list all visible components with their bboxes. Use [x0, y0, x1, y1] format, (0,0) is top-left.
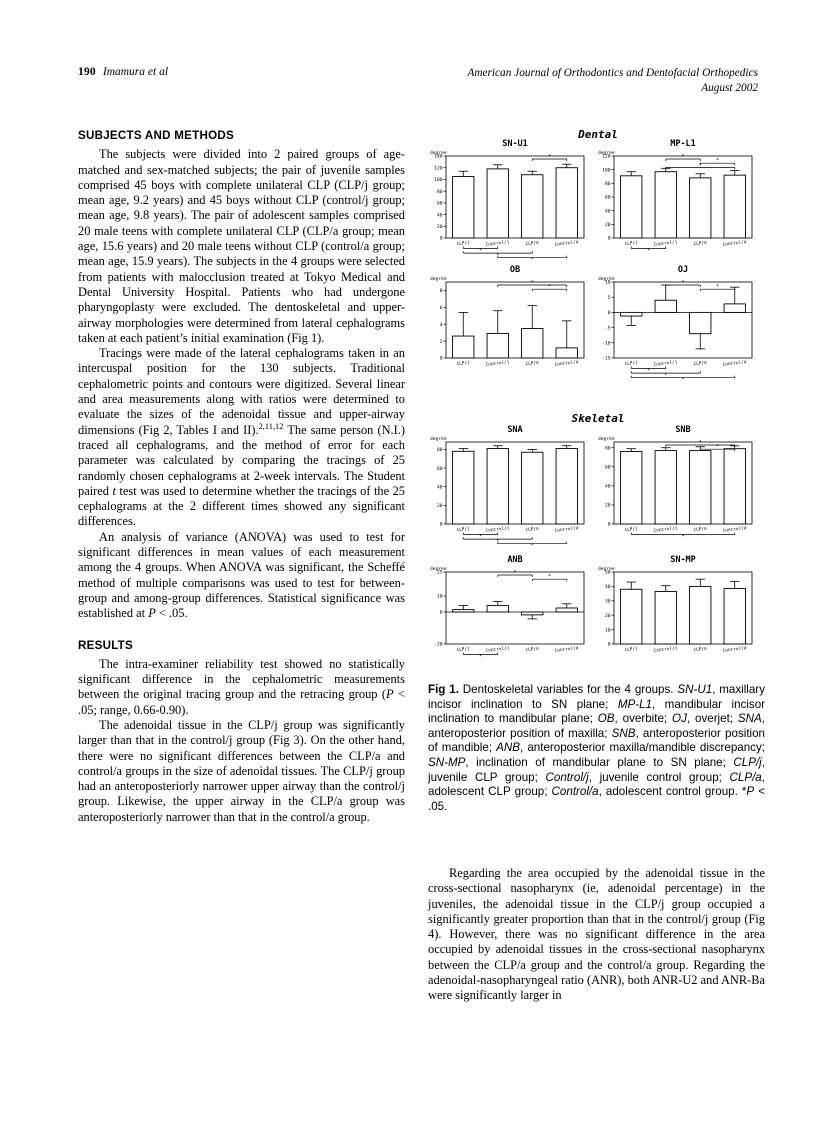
figure-label: Fig 1.: [428, 683, 459, 696]
chart-bar: [655, 451, 676, 524]
chart-oj: [598, 265, 752, 383]
chart-bar: [655, 591, 676, 644]
chart-ytick-label: 30: [604, 599, 611, 605]
chart-title: SNB: [675, 425, 691, 435]
left-column: [78, 128, 405, 825]
chart-ytick-label: 80: [604, 182, 611, 188]
chart-title: SNA: [507, 425, 523, 435]
figure-1-caption: [428, 683, 765, 814]
chart-bar: [556, 449, 577, 524]
chart-ytick-label: 0: [439, 522, 443, 528]
chart-ytick-label: -5: [604, 326, 611, 332]
paragraph-subjects: [78, 147, 405, 346]
chart-bar: [724, 304, 745, 313]
chart-xtick-label: Control/j: [485, 360, 510, 368]
chart-ytick-label: 20: [604, 223, 611, 229]
paragraph-anova: [78, 530, 405, 622]
significance-asterisk: *: [664, 372, 668, 379]
chart-bar: [621, 452, 642, 524]
significance-asterisk: *: [646, 367, 651, 374]
chart-xtick-label: CLP/j: [624, 240, 639, 248]
chart-xtick-label: Control/j: [653, 646, 678, 654]
chart-ylabel: degree: [598, 151, 615, 156]
chart-ytick-label: 5: [607, 295, 611, 301]
chart-title: OJ: [677, 265, 689, 275]
significance-asterisk: *: [681, 280, 685, 286]
chart-ytick-label: 2: [439, 339, 443, 345]
paragraph-reliability-text-b: < .05; range, 0.66-0.90).: [78, 687, 406, 717]
chart-ylabel: degree: [598, 437, 615, 442]
paragraph-adenoidal: [78, 718, 405, 825]
significance-asterisk: *: [681, 154, 685, 160]
abbr-snb: SNB: [611, 726, 636, 740]
abbr-clp-a: CLP/a: [729, 770, 762, 784]
chart-bar: [690, 312, 711, 333]
significance-asterisk: *: [478, 247, 483, 254]
abbr-sn-mp: SN-MP: [428, 755, 466, 769]
chart-xtick-label: CLP/a: [525, 360, 540, 368]
chart-ylabel: degree: [430, 277, 447, 282]
chart-xtick-label: Control/j: [485, 646, 510, 654]
chart-ytick-label: 8: [439, 289, 443, 295]
significance-asterisk: *: [513, 570, 517, 576]
chart-ytick-label: 100: [602, 168, 611, 174]
chart-ytick-label: 0: [607, 236, 611, 242]
chart-xtick-label: CLP/j: [456, 526, 471, 534]
chart-title: ANB: [507, 555, 523, 565]
chart-ytick-label: 140: [434, 154, 443, 160]
chart-group-title-skeletal: Skeletal: [571, 412, 625, 425]
chart-ytick-label: 20: [436, 224, 443, 230]
paragraph-adenoidal-percentage: [428, 866, 765, 1004]
abbr-ob: OB: [597, 712, 615, 726]
paragraph-tracings-text-c: test was used to determine whether the tracings of the 25 cephalograms at the 2 different times showed any significant differences.: [78, 483, 405, 529]
significance-asterisk: *: [547, 574, 552, 581]
chart-bar: [453, 451, 474, 524]
chart-ytick-label: 40: [604, 209, 611, 215]
chart-ytick-label: 80: [604, 446, 611, 452]
chart-bar: [522, 175, 543, 238]
chart-group-title-dental: Dental: [578, 128, 618, 141]
chart-ytick-label: 60: [604, 465, 611, 471]
chart-ylabel: degree: [430, 567, 447, 572]
chart-ytick-label: 4: [439, 322, 443, 328]
paragraph-reliability-text-a: The intra-examiner reliability test showed no statistically significant difference in the cephalometric measurements between the original tracing group and the retracing group (: [78, 656, 405, 702]
abbr-mp-l1: MP-L1: [617, 697, 652, 711]
chart-ytick-label: 60: [436, 201, 443, 207]
chart-bar: [556, 608, 577, 612]
heading-subjects-and-methods: SUBJECTS AND METHODS: [78, 129, 234, 142]
chart-xtick-label: Control/j: [485, 526, 510, 534]
chart-bar: [621, 312, 642, 316]
chart-ytick-label: 40: [604, 484, 611, 490]
chart-bar: [453, 610, 474, 612]
significance-asterisk: *: [698, 162, 702, 169]
def-snb: , anteroposterior position of mandible;: [428, 726, 766, 755]
chart-title: OB: [509, 265, 521, 275]
running-head-left: [78, 66, 168, 78]
chart-ylabel: degree: [430, 437, 447, 442]
chart-xtick-label: Control/j: [653, 240, 678, 248]
chart-ytick-label: 120: [434, 166, 443, 172]
chart-xtick-label: Control/j: [653, 526, 678, 534]
running-head-authors: Imamura et al: [102, 66, 169, 78]
def-clp-j: , juvenile CLP group;: [428, 755, 765, 784]
significance-asterisk: *: [547, 284, 552, 291]
chart-xtick-label: CLP/a: [693, 360, 708, 368]
chart-plot-frame: [614, 282, 752, 358]
paragraph-tracings-text-a: Tracings were made of the lateral cephalograms taken in an intercuspal position for the 130 subjects. Traditional cephalometric points and contours were digitized. Several linear and area measurements along with ratios were determined to evaluate the sizes of the adenoidal tissue and upper-airway dimensions (Fig 2, Tables I and II).: [78, 346, 405, 437]
chart-ytick-label: 60: [604, 195, 611, 201]
chart-xtick-label: CLP/j: [456, 240, 471, 248]
chart-xtick-label: CLP/a: [693, 526, 708, 534]
chart-xtick-label: CLP/a: [693, 240, 708, 248]
significance-asterisk: *: [547, 154, 552, 160]
chart-ytick-label: 0: [439, 236, 443, 242]
chart-xtick-label: Control/a: [554, 240, 579, 248]
significance-asterisk: *: [496, 538, 500, 545]
chart-snb: [598, 425, 752, 540]
abbr-anb: ANB: [496, 741, 521, 755]
significance-asterisk: *: [681, 377, 685, 384]
def-clp-a: , adolescent CLP group;: [428, 770, 765, 799]
def-control-j: , juvenile control group;: [588, 770, 730, 784]
chart-bar: [690, 451, 711, 524]
chart-ytick-label: 0: [607, 642, 611, 648]
paragraph-subjects-text: The subjects were divided into 2 paired groups of age-matched and sex-matched subjects; the pair of juvenile samples comprised 45 boys with complete unilateral CLP (CLP/j group; mean age, 9.2 years) and 45 boys without CLP (control/j group; mean age, 9.8 years). The pair of adolescent samples comprised 20 male teens with complete unilateral CLP (CLP/a group; mean age, 15.6 years) and 20 male teens without CLP (control/a group; mean age, 15.9 years). The subjects in the 4 groups were selected from patients with malocclusion treated at Tokyo Medical and Dental University Hospital. Patients who had undergone pharyngoplasty were excluded. The dentoskeletal and upper-airway morphologies were determined from lateral cephalograms taken at each patient’s initial examination (Fig 1).: [78, 147, 405, 345]
figure-1-charts: [428, 126, 768, 686]
chart-xtick-label: Control/a: [722, 526, 747, 534]
chart-bar: [487, 334, 508, 358]
significance-asterisk: *: [715, 444, 720, 451]
paragraph-anova-text-b: < .05.: [155, 606, 188, 621]
significance-asterisk: *: [530, 280, 534, 286]
chart-ylabel: degree: [598, 567, 615, 572]
chart-ytick-label: 10: [604, 628, 611, 634]
abbr-control-j: Control/j: [545, 770, 589, 784]
chart-xtick-label: CLP/j: [456, 360, 471, 368]
p-value-italic-2: P: [386, 687, 394, 702]
running-head-right: [467, 66, 758, 96]
chart-bar: [655, 172, 676, 238]
significance-asterisk: *: [530, 257, 534, 264]
chart-mp-l1: [598, 139, 752, 254]
issue-date: August 2002: [701, 82, 758, 94]
chart-ytick-label: 60: [436, 466, 443, 472]
significance-asterisk: *: [478, 653, 483, 660]
chart-ylabel: degree: [430, 151, 447, 156]
chart-bar: [487, 606, 508, 612]
def-sn-mp: , inclination of mandibular plane to SN plane;: [465, 755, 734, 769]
chart-bar: [522, 452, 543, 524]
chart-title: SN-MP: [670, 555, 696, 565]
chart-title: SN-U1: [502, 139, 528, 149]
chart-xtick-label: Control/a: [554, 646, 579, 654]
abbr-oj: OJ: [672, 712, 687, 726]
chart-xtick-label: CLP/j: [456, 646, 471, 654]
chart-ytick-label: 80: [436, 448, 443, 454]
chart-bar: [556, 348, 577, 358]
def-ob: , overbite;: [614, 712, 673, 726]
chart-xtick-label: CLP/j: [624, 360, 639, 368]
significance-asterisk: *: [496, 252, 500, 259]
chart-title: MP-L1: [670, 139, 696, 149]
chart-xtick-label: CLP/a: [525, 526, 540, 534]
significance-asterisk: *: [530, 543, 534, 550]
chart-bar: [724, 589, 745, 644]
chart-bar: [556, 168, 577, 238]
chart-ytick-label: 0: [439, 356, 443, 362]
chart-ytick-label: 20: [436, 504, 443, 510]
def-sna: , anteroposterior position of maxilla;: [428, 712, 765, 740]
abbr-sn-u1: SN-U1: [677, 683, 713, 696]
chart-ytick-label: 10: [604, 280, 611, 286]
chart-bar: [453, 177, 474, 239]
chart-bar: [724, 175, 745, 238]
chart-bar: [522, 328, 543, 358]
chart-bar: [724, 449, 745, 524]
chart-xtick-label: Control/a: [722, 646, 747, 654]
chart-ylabel: degree: [598, 277, 615, 282]
chart-ytick-label: -15: [602, 356, 611, 362]
caption-text-a: Dentoskeletal variables for the 4 groups.: [458, 683, 678, 696]
chart-xtick-label: CLP/j: [624, 646, 639, 654]
significance-asterisk: *: [681, 533, 685, 540]
chart-ytick-label: 25: [436, 570, 443, 576]
paragraph-tracings: [78, 346, 405, 530]
chart-bar: [487, 169, 508, 238]
chart-ytick-label: 40: [436, 485, 443, 491]
t-test-italic: t: [112, 483, 116, 498]
chart-xtick-label: CLP/a: [693, 646, 708, 654]
chart-sn-mp: [598, 555, 752, 654]
right-column: [428, 866, 765, 1004]
chart-xtick-label: CLP/a: [525, 646, 540, 654]
chart-xtick-label: Control/a: [722, 360, 747, 368]
significance-asterisk: *: [698, 440, 702, 446]
chart-bar: [522, 612, 543, 615]
chart-ytick-label: 10: [436, 594, 443, 600]
chart-ytick-label: -20: [434, 642, 443, 648]
heading-results: RESULTS: [78, 638, 133, 652]
abbr-control-a: Control/a: [551, 785, 599, 799]
chart-xtick-label: Control/j: [485, 240, 510, 248]
def-control-a: , adolescent control group. *: [598, 785, 747, 799]
figure-1: [428, 126, 768, 691]
chart-ytick-label: 100: [434, 178, 443, 184]
chart-anb: [430, 555, 584, 660]
chart-ytick-label: 0: [439, 610, 443, 616]
chart-ytick-label: 120: [602, 154, 611, 160]
def-oj: , overjet;: [686, 712, 738, 726]
significance-asterisk: *: [478, 533, 483, 540]
chart-xtick-label: Control/j: [653, 360, 678, 368]
significance-asterisk: *: [715, 158, 720, 165]
chart-ytick-label: 20: [604, 613, 611, 619]
page-number: 190: [78, 66, 96, 78]
chart-xtick-label: CLP/a: [525, 240, 540, 248]
chart-bar: [621, 176, 642, 238]
abbr-clp-j: CLP/j: [733, 755, 762, 769]
def-p: < .05.: [428, 785, 765, 813]
chart-bar: [453, 336, 474, 358]
chart-xtick-label: CLP/j: [624, 526, 639, 534]
p-value-italic-1: P: [148, 606, 156, 621]
chart-ytick-label: 0: [607, 522, 611, 528]
chart-xtick-label: Control/a: [554, 360, 579, 368]
chart-bar: [655, 300, 676, 312]
def-anb: , anteroposterior maxilla/mandible discrepancy;: [520, 741, 765, 755]
chart-bar: [487, 449, 508, 524]
def-mp-l1: , mandibular incisor inclination to mandibular plane;: [428, 697, 766, 726]
paragraph-adenoidal-text: The adenoidal tissue in the CLP/j group was significantly larger than that in the control/j group (Fig 3). On the other hand, there were no significant differences between the CLP/a and control/a groups in the size of adenoidal tissues. The CLP/j group had an anteroposteriorly narrower upper airway than the control/j group. Likewise, the upper airway in the CLP/a group was anteroposteriorly narrower than that in the control/a group.: [78, 717, 405, 824]
significance-asterisk: *: [646, 247, 651, 254]
significance-asterisk: *: [715, 284, 720, 291]
paragraph-adenoidal-percentage-text: Regarding the area occupied by the adenoidal tissue in the cross-sectional nasopharynx (ie, adenoidal percentage) in the juveniles, the adenoidal tissue in the CLP/j group occupied a significantly greater proportion than that in the control/j group (Fig 4). However, there was no significant difference in the area occupied by adenoidal tissues in the cross-sectional nasopharynx between the CLP/a group and the control/a group. Regarding the adenoidal-nasopharyngeal ratio (ANR), both ANR-U2 and ANR-Ba were significantly larger in: [428, 866, 765, 1003]
chart-xtick-label: Control/a: [722, 240, 747, 248]
chart-ob: [430, 265, 584, 368]
chart-sn-u1: [430, 139, 584, 263]
chart-ytick-label: 6: [439, 306, 443, 312]
chart-ytick-label: 80: [436, 189, 443, 195]
chart-sna: [430, 425, 584, 549]
reference-superscript: 2,11,12: [258, 421, 284, 431]
chart-ytick-label: 20: [604, 503, 611, 509]
paragraph-tracings-text-b: The same person (N.I.) traced all cephalograms, and the method of error for each parameter was calculated by comparing the tracings of 25 randomly chosen cephalograms at 2-week intervals. The Student paired: [78, 422, 405, 498]
chart-xtick-label: Control/a: [554, 526, 579, 534]
chart-bar: [621, 589, 642, 644]
def-sn-u1: , maxillary incisor inclination to SN plane;: [428, 683, 765, 711]
paragraph-anova-text-a: An analysis of variance (ANOVA) was used to test for significant differences in mean values of each measurement among the 4 groups. When ANOVA was significant, the Scheffé method of multiple comparisons was used to test for between-group and among-group differences. Statistical significance was established at: [78, 529, 405, 621]
chart-ytick-label: 40: [604, 585, 611, 591]
chart-bar: [690, 586, 711, 644]
chart-ytick-label: -10: [602, 341, 611, 347]
chart-bar: [690, 178, 711, 238]
chart-ytick-label: 40: [436, 213, 443, 219]
chart-ytick-label: 0: [607, 311, 611, 317]
paragraph-reliability: [78, 657, 405, 718]
running-head: [78, 66, 758, 106]
journal-title: American Journal of Orthodontics and Dentofacial Orthopedics: [467, 67, 758, 79]
abbr-sna: SNA: [737, 712, 762, 726]
chart-ytick-label: 50: [604, 570, 611, 576]
abbr-p: P: [746, 785, 755, 799]
